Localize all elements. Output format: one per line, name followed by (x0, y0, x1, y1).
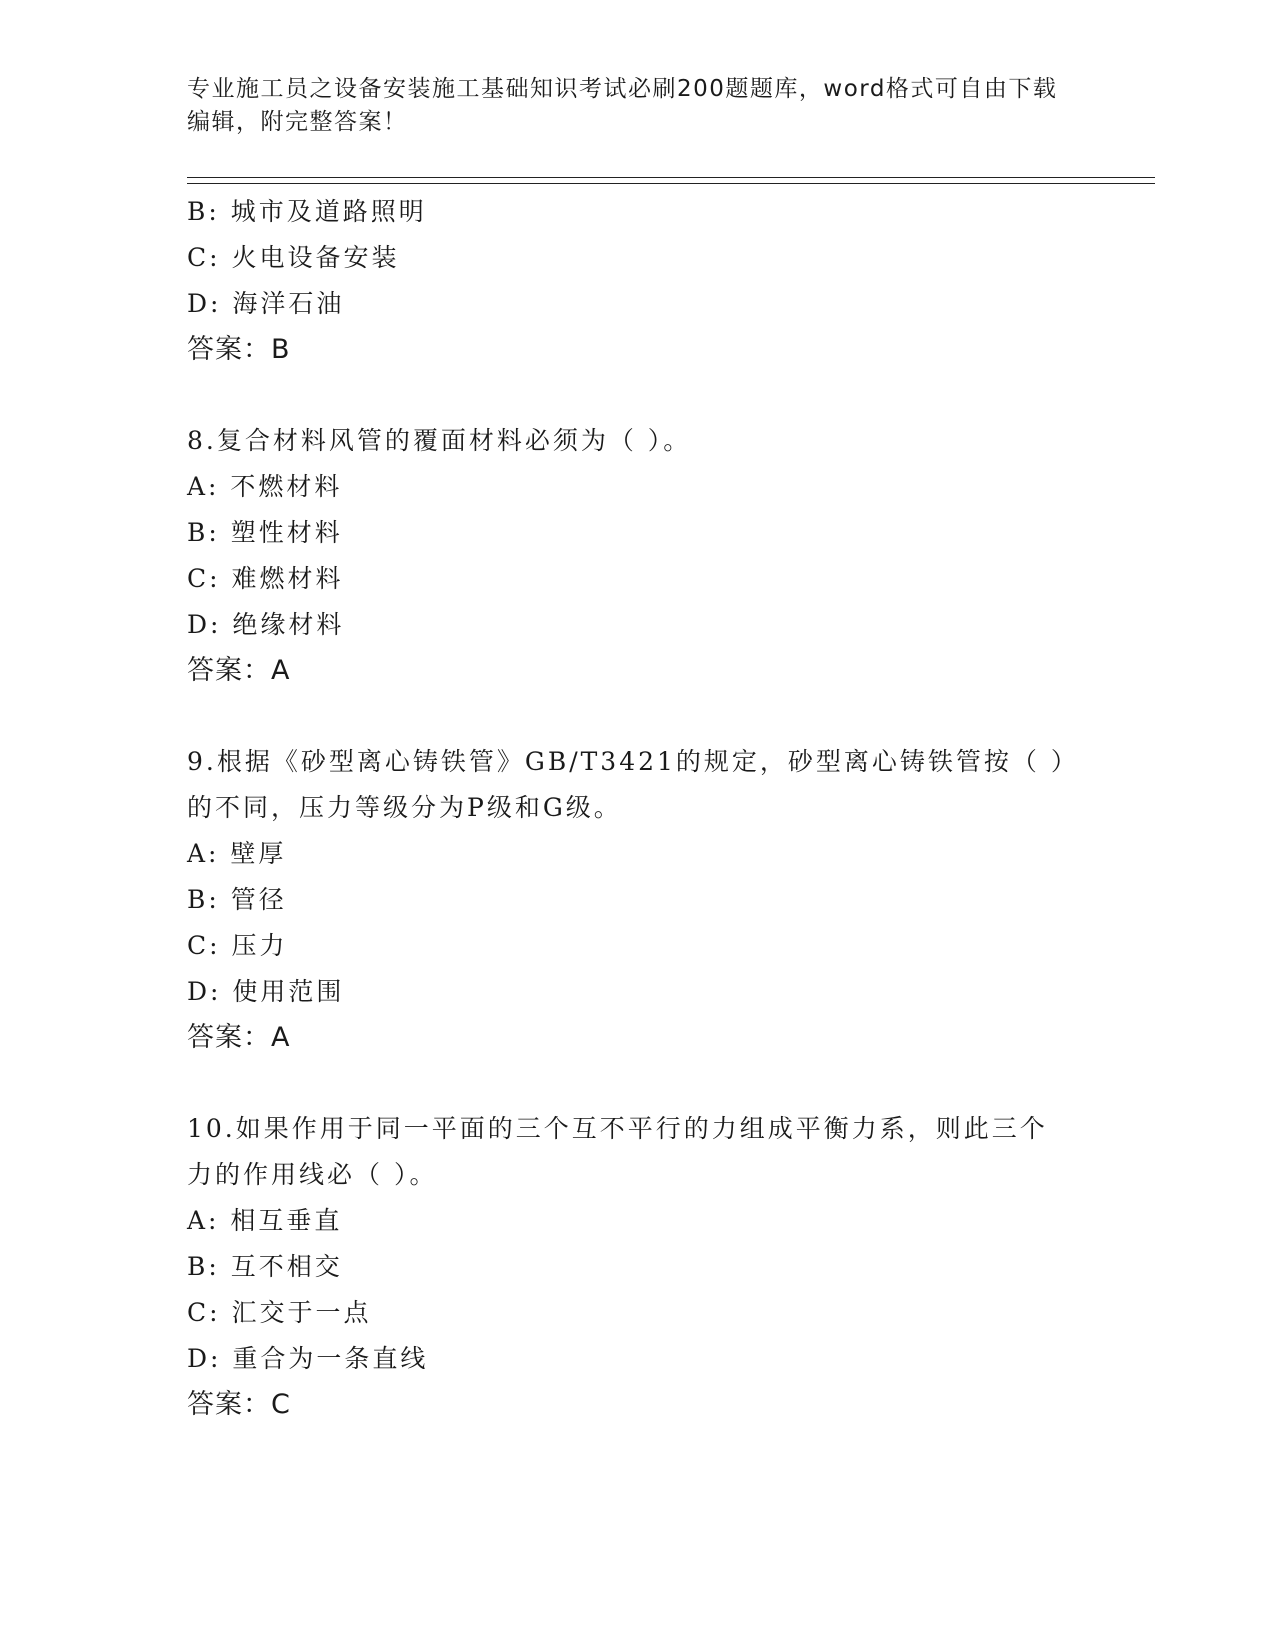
header-divider-bottom (187, 183, 1155, 184)
option-b: B: 城市及道路照明 (187, 197, 427, 226)
question-block-10 (187, 1106, 1087, 1428)
option-d: D: 重合为一条直线 (187, 1344, 429, 1373)
option-a: A: 不燃材料 (187, 472, 343, 501)
option-d: D: 使用范围 (187, 977, 345, 1006)
answer: 答案：A (187, 655, 291, 686)
option-d: D: 海洋石油 (187, 289, 345, 318)
option-c: C: 火电设备安装 (187, 243, 400, 272)
question-block-7 (187, 189, 1087, 373)
option-b: B: 塑性材料 (187, 518, 343, 547)
header-divider-top (187, 177, 1155, 178)
option-d: D: 绝缘材料 (187, 610, 345, 639)
question-text: 9.根据《砂型离心铸铁管》GB/T3421的规定，砂型离心铸铁管按（ ）的不同，压力等级分为P级和G级。 (187, 747, 1067, 822)
option-c: C: 压力 (187, 931, 288, 960)
question-block-8 (187, 418, 1087, 694)
question-text: 10.如果作用于同一平面的三个互不平行的力组成平衡力系，则此三个力的作用线必（ ）。 (187, 1114, 1048, 1189)
answer: 答案：B (187, 334, 291, 365)
option-b: B: 互不相交 (187, 1252, 343, 1281)
question-text: 8.复合材料风管的覆面材料必须为（ ）。 (187, 426, 692, 455)
option-a: A: 壁厚 (187, 839, 287, 868)
question-list (187, 189, 1087, 1428)
option-c: C: 汇交于一点 (187, 1298, 372, 1327)
question-block-9 (187, 739, 1087, 1061)
answer: 答案：A (187, 1022, 291, 1053)
page-header: 专业施工员之设备安装施工基础知识考试必刷200题题库，word格式可自由下载编辑，附完整答案！ (187, 76, 1058, 135)
option-b: B: 管径 (187, 885, 287, 914)
option-a: A: 相互垂直 (187, 1206, 343, 1235)
answer: 答案：C (187, 1389, 291, 1420)
option-c: C: 难燃材料 (187, 564, 344, 593)
